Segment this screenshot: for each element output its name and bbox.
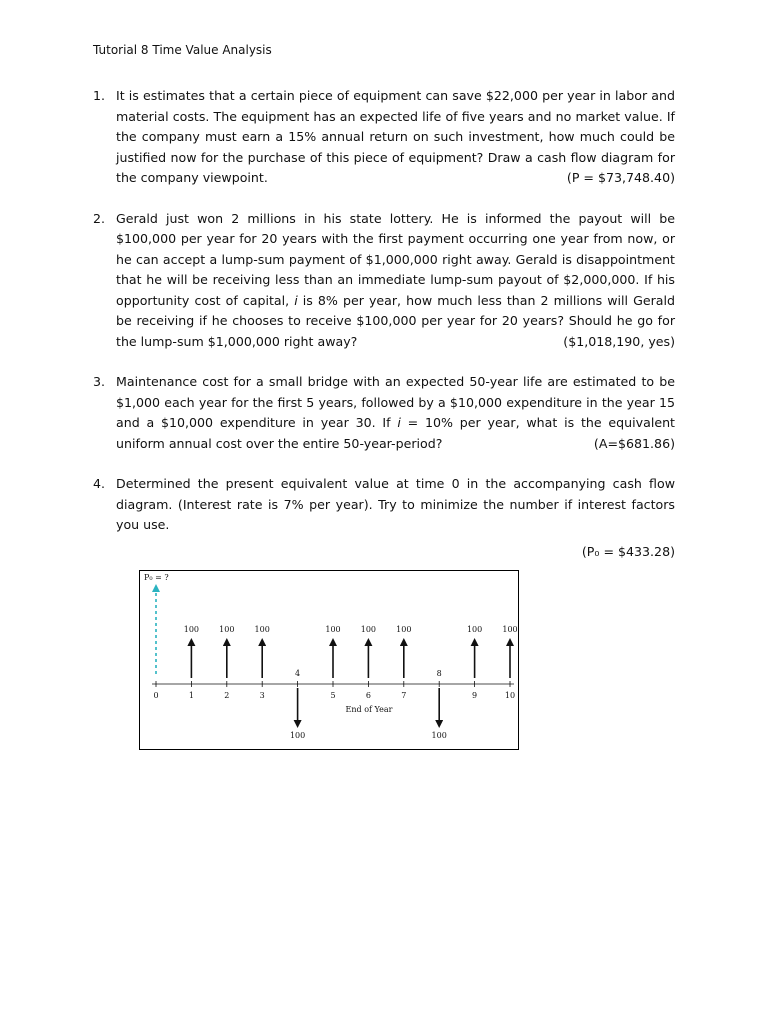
tick-label: 2 bbox=[224, 691, 230, 700]
tick-label: 3 bbox=[259, 691, 265, 700]
tick-label: 1 bbox=[188, 691, 194, 700]
cash-flow-svg bbox=[140, 571, 518, 749]
x-axis-label: End of Year bbox=[345, 705, 393, 714]
problem-answer: (P = $73,748.40) bbox=[566, 170, 675, 185]
problem-number: 1. bbox=[93, 88, 106, 103]
cash-flow-label: 100 bbox=[466, 625, 483, 634]
problem-number: 2. bbox=[93, 210, 106, 226]
problem-answer: (P₀ = $433.28) bbox=[581, 543, 675, 559]
cash-flow-label: 100 bbox=[360, 625, 377, 634]
problem-text: Determined the present equivalent value at time 0 in the accompanying cash flow diagram. (Interest rate is 7% per year). Try to minimize the number if interest factors you use. bbox=[116, 476, 675, 532]
problem-2 bbox=[93, 209, 675, 353]
tick-label: 8 bbox=[436, 669, 442, 678]
document-title: Tutorial 8 Time Value Analysis bbox=[93, 43, 272, 57]
tick-label: 10 bbox=[504, 691, 516, 700]
cash-flow-label: 100 bbox=[502, 625, 518, 634]
problem-list bbox=[93, 86, 675, 582]
problem-1 bbox=[93, 86, 675, 189]
problem-number: 4. bbox=[93, 476, 106, 491]
problem-4 bbox=[93, 474, 675, 562]
problem-3 bbox=[93, 372, 675, 454]
cash-flow-label: 100 bbox=[325, 625, 341, 634]
interest-rate-symbol: i bbox=[294, 292, 298, 308]
interest-rate-symbol: i bbox=[397, 415, 401, 430]
cash-flow-label: 100 bbox=[219, 625, 235, 634]
tick-label: 5 bbox=[330, 691, 336, 700]
cash-flow-label: 100 bbox=[289, 731, 306, 740]
cash-flow-diagram bbox=[139, 570, 519, 750]
problem-text-part-2: = 10% per year, what is the equivalent uniform annual cost over the entire 50-year-period? bbox=[116, 415, 675, 451]
tick-label: 7 bbox=[401, 691, 407, 700]
unknown-present-value-label: P₀ = ? bbox=[144, 573, 169, 582]
tick-label: 0 bbox=[153, 691, 159, 700]
problem-text-part-1: Maintenance cost for a small bridge with an expected 50-year life are estimated to be $1,000 each year for the first 5 years, followed by a $10,000 expenditure in the year 15 and a $10,000 expenditure in year 30. If bbox=[116, 374, 675, 430]
cash-flow-label: 100 bbox=[431, 731, 447, 740]
problem-answer: ($1,018,190, yes) bbox=[563, 333, 675, 349]
tick-label: 4 bbox=[295, 669, 301, 678]
tick-label: 9 bbox=[472, 691, 478, 700]
problem-number: 3. bbox=[93, 374, 106, 389]
problem-answer: (A=$681.86) bbox=[593, 435, 675, 451]
cash-flow-label: 100 bbox=[183, 625, 200, 634]
cash-flow-label: 100 bbox=[254, 625, 270, 634]
problem-text-part-2: is 8% per year, how much less than 2 millions will Gerald be receiving if he chooses to receive $100,000 per year for 20 years? Should he go for the lump-sum $1,000,000 right away? bbox=[116, 292, 675, 349]
cash-flow-label: 100 bbox=[396, 625, 412, 634]
problem-text-part-1: Gerald just won 2 millions in his state lottery. He is informed the payout will be $100,000 per year for 20 years with the first payment occurring one year from now, or he can accept a lump-sum payment of $1,000,000 right away. Gerald is disappointment that he will be receiving less than an immediate lump-sum payout of $2,000,000. If his opportunity cost of capital, bbox=[116, 210, 675, 308]
problem-text: It is estimates that a certain piece of equipment can save $22,000 per year in labor and material costs. The equipment has an expected life of five years and no market value. If the company must earn a 15% annual return on such investment, how much could be justified now for the purchase of this piece of equipment? Draw a cash flow diagram for the company viewpoint. bbox=[116, 88, 675, 185]
tick-label: 6 bbox=[365, 691, 371, 700]
